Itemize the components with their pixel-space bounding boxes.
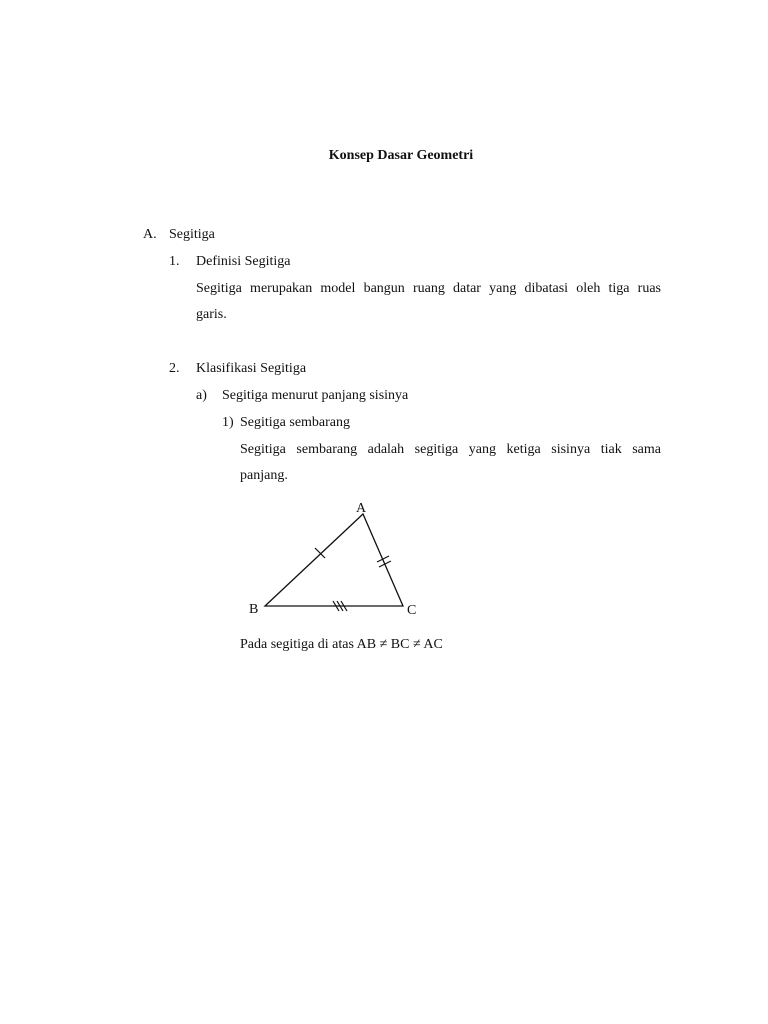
item-1-paragraph-line2: garis. xyxy=(196,307,227,322)
vertex-label-b: B xyxy=(249,602,259,617)
vertex-label-c: C xyxy=(407,603,417,618)
page-title: Konsep Dasar Geometri xyxy=(328,148,474,163)
sub-a-marker: a) xyxy=(196,388,207,403)
sub-1-heading: Segitiga sembarang xyxy=(240,415,351,430)
item-2-heading: Klasifikasi Segitiga xyxy=(196,361,307,376)
section-a-marker: A. xyxy=(143,227,157,242)
figure-caption: Pada segitiga di atas AB ≠ BC ≠ AC xyxy=(240,637,443,652)
section-a-heading: Segitiga xyxy=(169,227,215,242)
item-2-marker: 2. xyxy=(169,361,180,376)
vertex-label-a: A xyxy=(356,501,367,516)
item-1-marker: 1. xyxy=(169,254,180,269)
sub-1-marker: 1) xyxy=(222,415,234,430)
triangle-figure xyxy=(240,495,440,625)
sub-1-paragraph-line1: Segitiga sembarang adalah segitiga yang ketiga sisinya tiak sama xyxy=(240,442,661,457)
item-1-heading: Definisi Segitiga xyxy=(196,254,291,269)
item-1-paragraph-line1: Segitiga merupakan model bangun ruang datar yang dibatasi oleh tiga ruas xyxy=(196,281,661,296)
tick-ab xyxy=(315,548,325,558)
sub-1-paragraph-line2: panjang. xyxy=(240,468,288,483)
sub-a-heading: Segitiga menurut panjang sisinya xyxy=(222,388,409,403)
